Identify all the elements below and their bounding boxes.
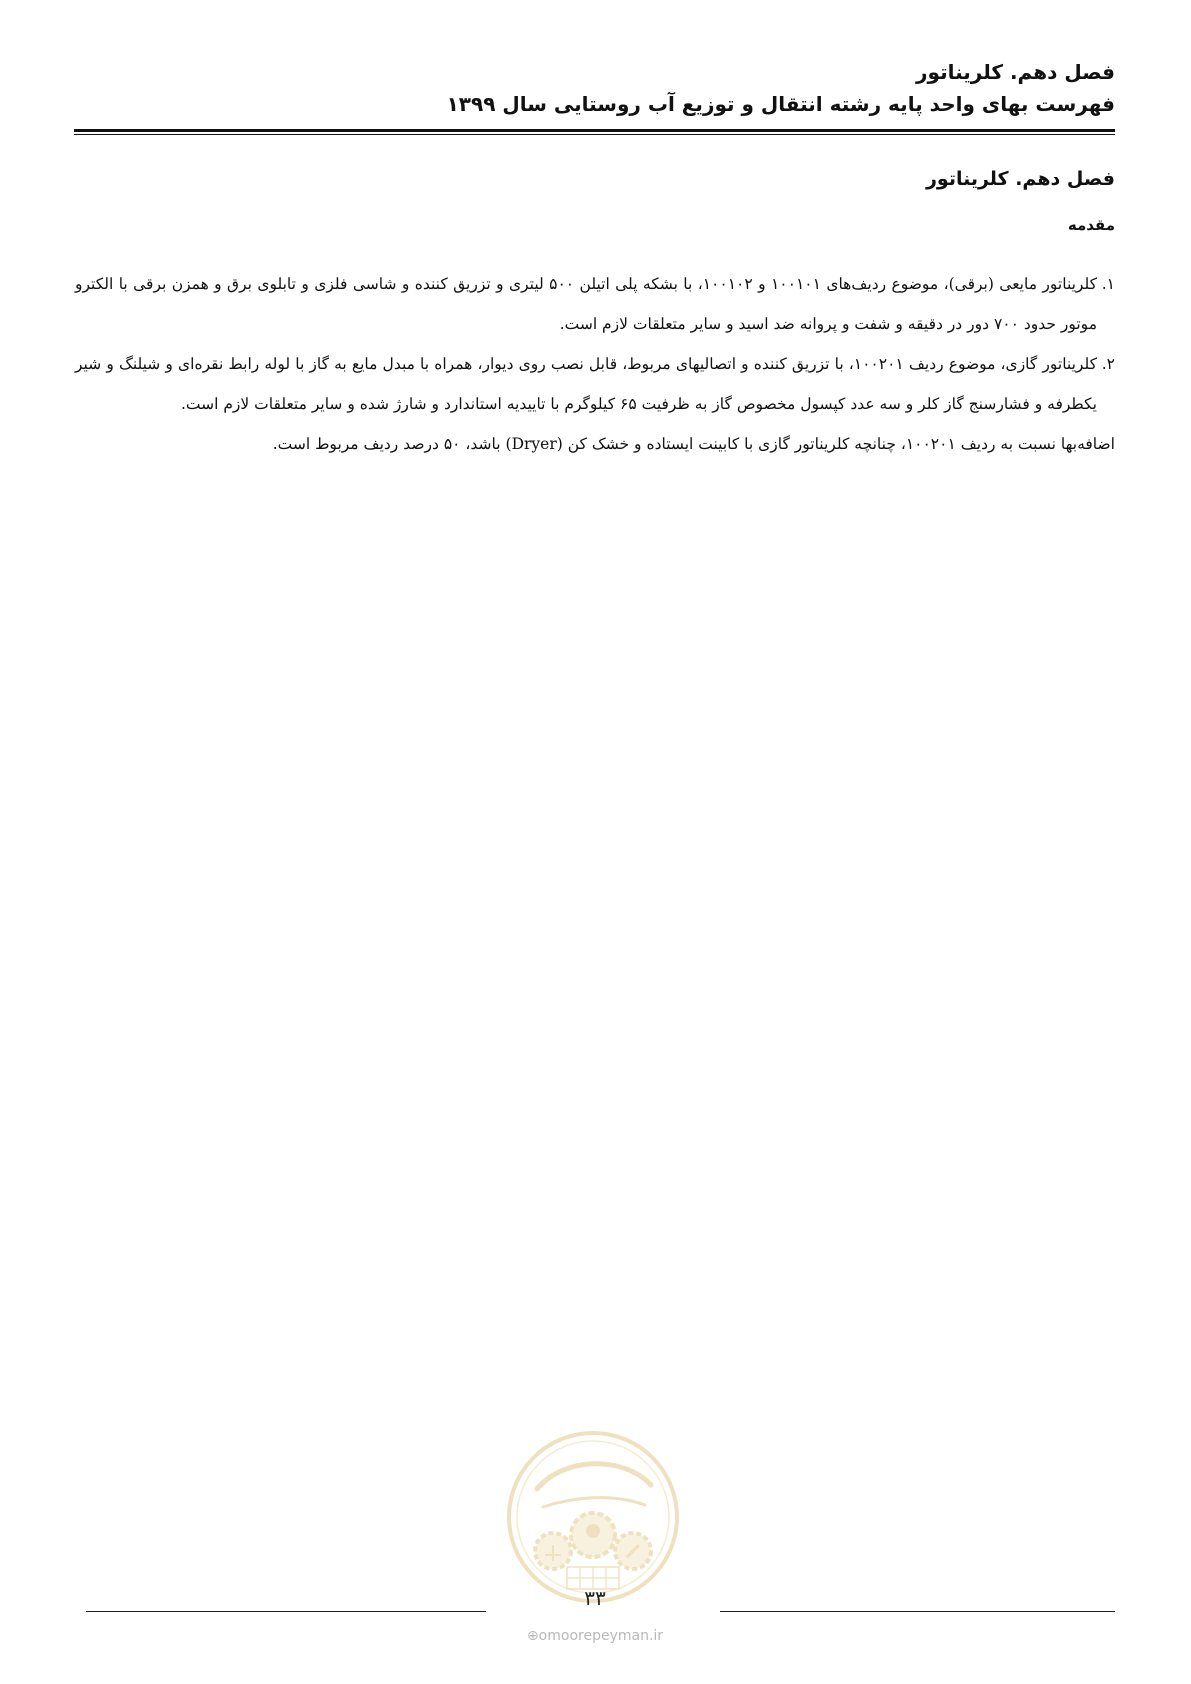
watermark-seal-logo — [503, 1427, 683, 1607]
page-content — [75, 162, 1115, 464]
footer-rule-right — [720, 1611, 1115, 1612]
footer-rule-left — [86, 1611, 486, 1612]
surcharge-paragraph: اضافه‌بها نسبت به ردیف ۱۰۰۲۰۱، چنانچه کلریناتور گازی با کابینت ایستاده و خشک کن (Dryer) باشد، ۵۰ درصد ردیف مربوط است. — [272, 435, 1115, 453]
list-item-number: ۱. — [1101, 275, 1115, 293]
list-item — [75, 264, 1115, 344]
list-item-text: کلریناتور مایعی (برقی)، موضوع ردیف‌های ۱۰۰۱۰۱ و ۱۰۰۱۰۲، با بشکه پلی اتیلن ۵۰۰ لیتری و تزریق کننده و شاسی فلزی و تابلوی برق و همزن برقی با الکترو موتور حدود ۷۰۰ دور در دقیقه و شفت و پروانه ضد اسید و سایر متعلقات لازم است. — [75, 275, 1097, 333]
site-url: omoorepeyman.ir — [538, 1628, 664, 1644]
header-chapter-title: فصل دهم. کلریناتور — [916, 60, 1115, 84]
section-title: فصل دهم. کلریناتور — [925, 168, 1115, 190]
list-item — [75, 344, 1115, 424]
list-item-text: کلریناتور گازی، موضوع ردیف ۱۰۰۲۰۱، با تزریق کننده و اتصالیهای مربوط، قابل نصب روی دیوار، همراه با مبدل مایع به گاز با لوله رابط نقره‌ای و شیلنگ و شیر یکطرفه و فشارسنج گاز کلر و سه عدد کپسول مخصوص گاز به ظرفیت ۶۵ کیلوگرم با تاییدیه استاندارد و شارژ شده و سایر متعلقات لازم است. — [75, 355, 1097, 413]
header-document-title: فهرست بهای واحد پایه رشته انتقال و توزیع آب روستایی سال ۱۳۹۹ — [446, 92, 1115, 116]
page-number: ۳۳ — [584, 1586, 606, 1610]
header-double-rule — [74, 129, 1115, 135]
list-item-number: ۲. — [1101, 355, 1115, 373]
site-watermark — [510, 1628, 680, 1644]
globe-icon: ⊕ — [526, 1628, 539, 1644]
introduction-heading: مقدمه — [1067, 216, 1115, 234]
page-header — [65, 56, 1115, 120]
